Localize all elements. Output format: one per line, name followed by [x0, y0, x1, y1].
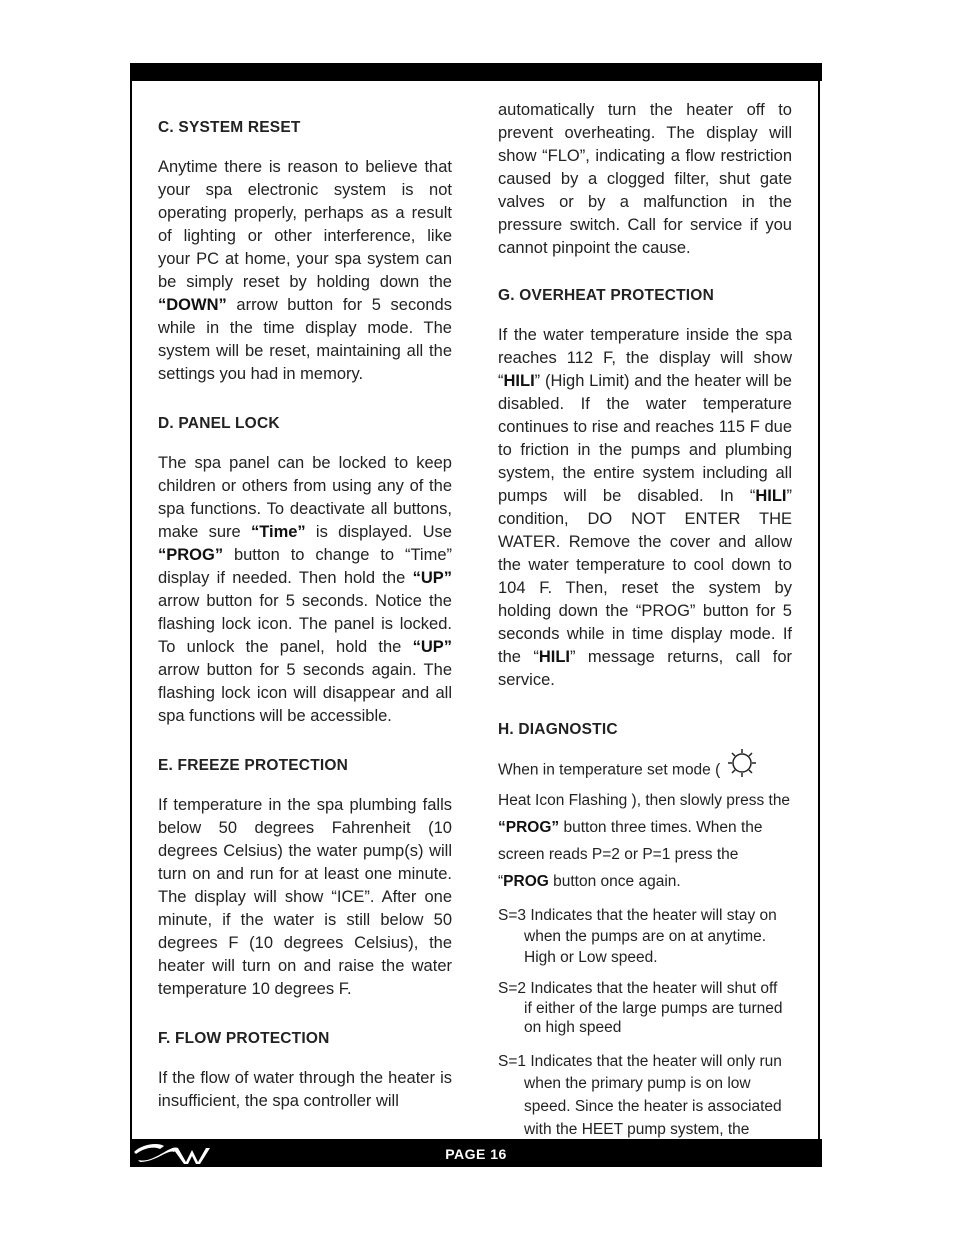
paragraph: If the flow of water through the heater is insufficient, the spa controller will — [158, 1069, 452, 1110]
list-item: S=3 Indicates that the heater will stay on when the pumps are on at anytime. High or Low speed. — [498, 907, 777, 966]
page-number: PAGE 16 — [445, 1146, 507, 1162]
section-heading: H. DIAGNOSTIC — [498, 721, 618, 738]
header-bar — [130, 63, 822, 81]
footer-bar — [130, 1139, 822, 1167]
section-heading: F. FLOW PROTECTION — [158, 1030, 330, 1047]
list-item: S=2 Indicates that the heater will shut off if either of the large pumps are turned on high speed — [498, 980, 783, 1036]
paragraph: When in temperature set mode ( Heat Icon Flashing ), then slowly press the “PROG” button three times. When the screen reads P=2 or P=1 press the “PROG button once again. — [498, 754, 792, 895]
section-heading: D. PANEL LOCK — [158, 415, 280, 432]
left-column — [158, 118, 452, 1113]
paragraph: Anytime there is reason to believe that your spa electronic system is not operating properly, perhaps as a result of lighting or other interference, like your PC at home, your spa system can be simply reset by holding down the “DOWN” arrow button for 5 seconds while in the time display mode. The system will be reset, maintaining all the settings you had in memory. — [158, 158, 452, 383]
paragraph: The spa panel can be locked to keep children or others from using any of the spa functions. To deactivate all buttons, make sure “Time” is displayed. Use “PROG” button to change to “Time” display if needed. Then hold the “UP” arrow button for 5 seconds. Notice the flashing lock icon. The panel is locked. To unlock the panel, hold the “UP” arrow button for 5 seconds again. The flashing lock icon will disappear and all spa functions will be accessible. — [158, 454, 452, 725]
section-heading: G. OVERHEAT PROTECTION — [498, 287, 714, 304]
list-item: S=1 Indicates that the heater will only run when the primary pump is on low speed. Since the heater is associated with the HEET pump system, the — [498, 1053, 782, 1138]
section-heading: E. FREEZE PROTECTION — [158, 757, 349, 774]
section-heading: C. SYSTEM RESET — [158, 119, 301, 136]
right-column — [498, 99, 792, 1141]
paragraph: automatically turn the heater off to prevent overheating. The display will show “FLO”, indicating a flow restriction caused by a clogged filter, shut gate valves or by a malfunction in the pressure switch. Call for service if you cannot pinpoint the cause. — [498, 101, 792, 257]
sun-icon — [725, 748, 759, 787]
paragraph: If temperature in the spa plumbing falls below 50 degrees Fahrenheit (10 degrees Celsius) the water pump(s) will turn on and run for at least one minute. The display will show “ICE”. After one minute, if the water is still below 50 degrees F (10 degrees Celsius), the heater will turn on and raise the water temperature 10 degrees F. — [158, 796, 452, 998]
paragraph: If the water temperature inside the spa reaches 112 F, the display will show “HILI” (High Limit) and the heater will be disabled. If the water temperature continues to rise and reaches 115 F due to friction in the pumps and plumbing system, the entire system including all pumps will be disabled. In “HILI” condition, DO NOT ENTER THE WATER. Remove the cover and allow the water temperature to cool down to 104 F. Then, reset the system by holding down the “PROG” button for 5 seconds while in time display mode. If the “HILI” message returns, call for service. — [498, 326, 792, 689]
